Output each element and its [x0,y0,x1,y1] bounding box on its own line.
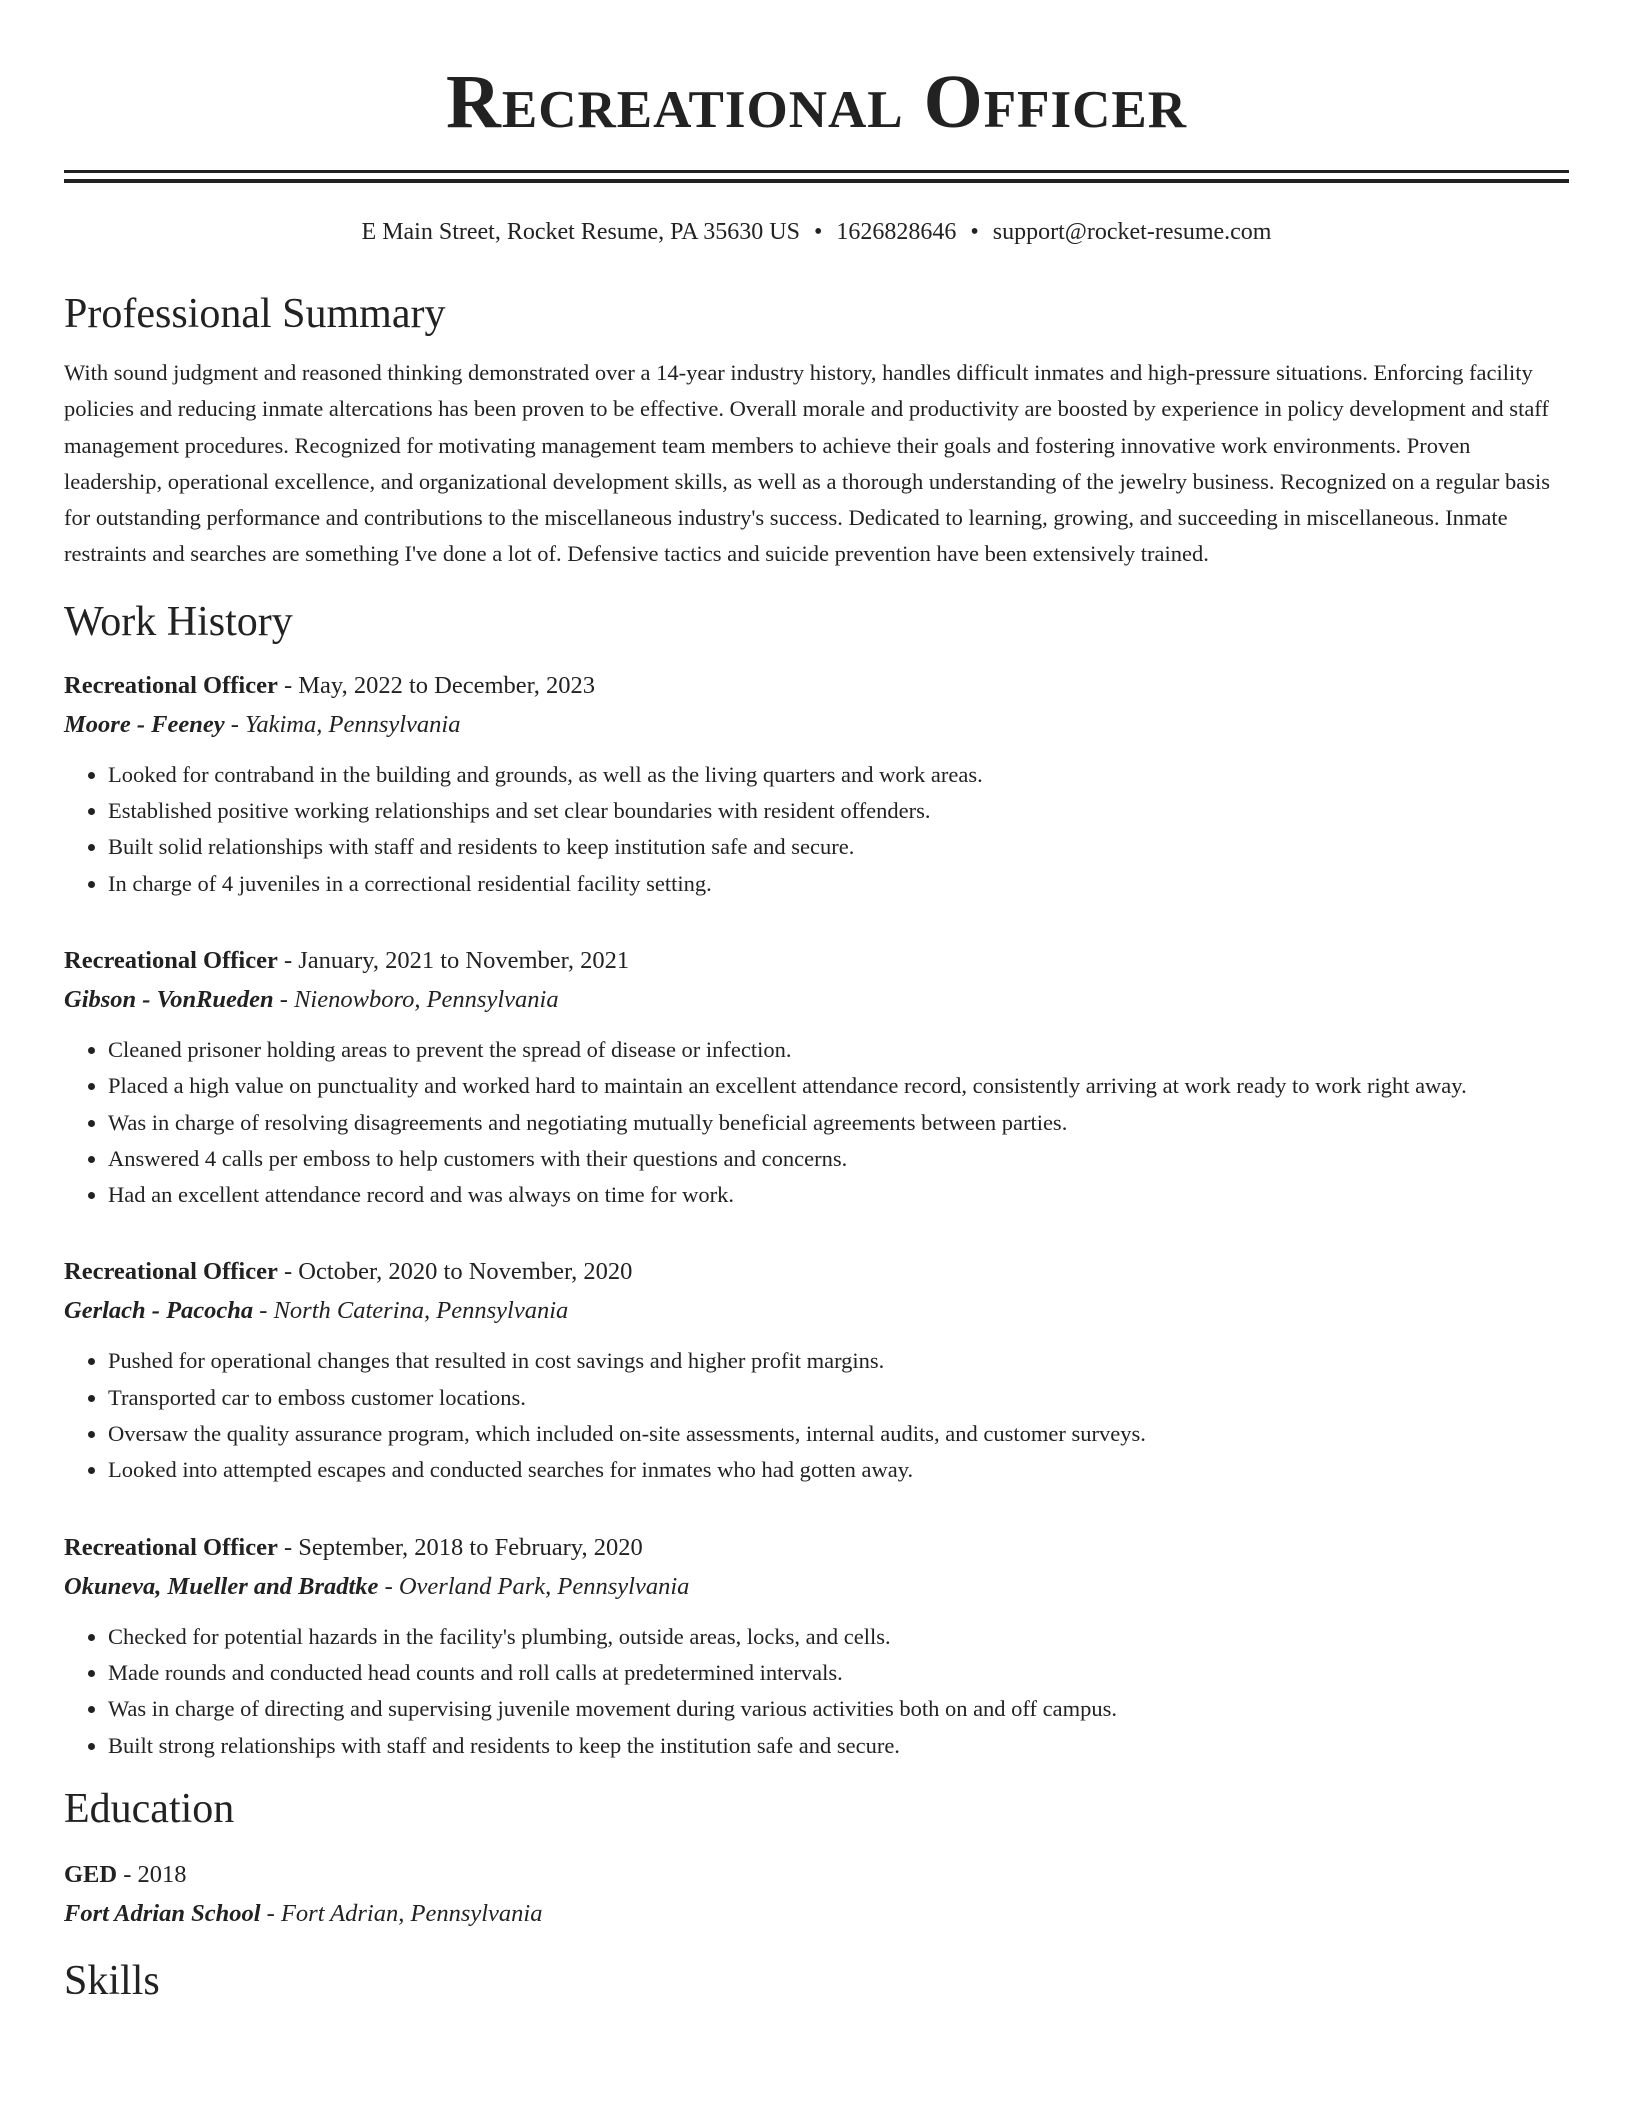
job-location: North Caterina, Pennsylvania [273,1297,569,1325]
contact-email: support@rocket-resume.com [992,219,1272,245]
job-bullet: • Built strong relationships with staff and residents to keep the institution safe and secure. [108,1728,1569,1764]
education-degree: GED [64,1860,118,1888]
job-bullet: • Was in charge of resolving disagreements and negotiating mutually beneficial agreements between parties. [108,1105,1569,1141]
education-school: Fort Adrian School [64,1899,261,1927]
job-dates: September, 2018 to February, 2020 [298,1533,643,1561]
education-heading: Education [64,1785,235,1832]
job-bullet: • Was in charge of directing and supervising juvenile movement during various activities both on and off campus. [108,1691,1569,1727]
contact-separator: • [813,219,823,245]
education-entry [64,1856,1569,1934]
contact-address: E Main Street, Rocket Resume, PA 35630 US [361,219,800,245]
job-title: Recreational Officer [64,1533,278,1561]
job-title-line: Recreational Officer - October, 2020 to November, 2020 [64,1258,633,1286]
job-title-line: Recreational Officer - May, 2022 to December, 2023 [64,671,596,699]
job-bullets [64,1032,1569,1213]
job-title: Recreational Officer [64,1258,278,1286]
job-bullet: • Made rounds and conducted head counts and roll calls at predetermined intervals. [108,1655,1569,1691]
contact-line [64,217,1569,247]
job-bullet: • Transported car to emboss customer locations. [108,1380,1569,1416]
job-location: Yakima, Pennsylvania [245,710,461,738]
job-bullets [64,757,1569,902]
summary-text: With sound judgment and reasoned thinking demonstrated over a 14-year industry history, handles difficult inmates and high-pressure situations. Enforcing facility policies and reducing inmate altercations has been proven to be effective. Overall morale and productivity are boosted by experience in policy development and staff management procedures. Recognized for motivating management team members to achieve their goals and fostering innovative work environments. Proven leadership, operational excellence, and organizational development skills, as well as a thorough understanding of the jewelry business. Recognized on a regular basis for outstanding performance and contributions to the miscellaneous industry's success. Dedicated to learning, growing, and succeeding in miscellaneous. Inmate restraints and searches are something I've done a lot of. Defensive tactics and suicide prevention have been extensively trained. [64,360,1550,567]
job-company: Gerlach - Pacocha [64,1297,254,1325]
job-entry [64,1253,1569,1488]
job-bullet: • Placed a high value on punctuality and worked hard to maintain an excellent attendance record, consistently arriving at work ready to work right away. [108,1068,1569,1104]
job-entry [64,942,1569,1213]
job-bullet: • Looked into attempted escapes and conducted searches for inmates who had gotten away. [108,1452,1569,1488]
job-title-line: Recreational Officer - January, 2021 to November, 2021 [64,946,630,974]
job-bullet: • Looked for contraband in the building and grounds, as well as the living quarters and work areas. [108,757,1569,793]
job-bullet: • In charge of 4 juveniles in a correctional residential facility setting. [108,866,1569,902]
job-dates: January, 2021 to November, 2021 [298,946,630,974]
education-year: 2018 [137,1860,187,1888]
resume-page [64,0,1569,2006]
job-bullet: • Pushed for operational changes that resulted in cost savings and higher profit margins. [108,1343,1569,1379]
job-dates: May, 2022 to December, 2023 [298,671,596,699]
work-history-heading: Work History [64,598,293,645]
job-company-line: Gerlach - Pacocha - North Caterina, Pennsylvania [64,1297,569,1325]
education-degree-line: GED - 2018 [64,1860,187,1888]
job-location: Overland Park, Pennsylvania [398,1572,690,1600]
education-school-line: Fort Adrian School - Fort Adrian, Pennsylvania [64,1899,543,1927]
job-bullet: • Answered 4 calls per emboss to help customers with their questions and concerns. [108,1141,1569,1177]
job-entry [64,667,1569,902]
job-dates: October, 2020 to November, 2020 [298,1258,633,1286]
job-entry [64,1529,1569,1764]
job-bullet: • Built solid relationships with staff and residents to keep institution safe and secure. [108,829,1569,865]
title-divider-top [64,170,1569,173]
summary-heading: Professional Summary [64,291,446,337]
job-company: Gibson - VonRueden [64,985,274,1013]
job-bullet: • Oversaw the quality assurance program, which included on-site assessments, internal audits, and customer surveys. [108,1416,1569,1452]
job-company: Moore - Feeney [64,710,225,738]
education-location: Fort Adrian, Pennsylvania [280,1899,543,1927]
title-divider-bottom [64,179,1569,183]
job-bullets [64,1343,1569,1488]
job-location: Nienowboro, Pennsylvania [294,985,559,1013]
contact-phone: 1626828646 [836,219,957,245]
job-company-line: Moore - Feeney - Yakima, Pennsylvania [64,710,461,738]
job-company: Okuneva, Mueller and Bradtke [64,1572,379,1600]
job-title: Recreational Officer [64,671,278,699]
job-title: Recreational Officer [64,946,278,974]
job-bullet: • Cleaned prisoner holding areas to prevent the spread of disease or infection. [108,1032,1569,1068]
job-bullet: • Had an excellent attendance record and was always on time for work. [108,1177,1569,1213]
job-bullet: • Checked for potential hazards in the facility's plumbing, outside areas, locks, and cells. [108,1619,1569,1655]
job-company-line: Okuneva, Mueller and Bradtke - Overland Park, Pennsylvania [64,1572,690,1600]
job-company-line: Gibson - VonRueden - Nienowboro, Pennsylvania [64,985,559,1013]
job-bullets [64,1619,1569,1764]
skills-heading: Skills [64,1957,160,2004]
job-title-line: Recreational Officer - September, 2018 to February, 2020 [64,1533,643,1561]
contact-separator: • [970,219,979,245]
resume-title: Recreational Officer [446,60,1187,144]
job-bullet: • Established positive working relationships and set clear boundaries with resident offenders. [108,793,1569,829]
